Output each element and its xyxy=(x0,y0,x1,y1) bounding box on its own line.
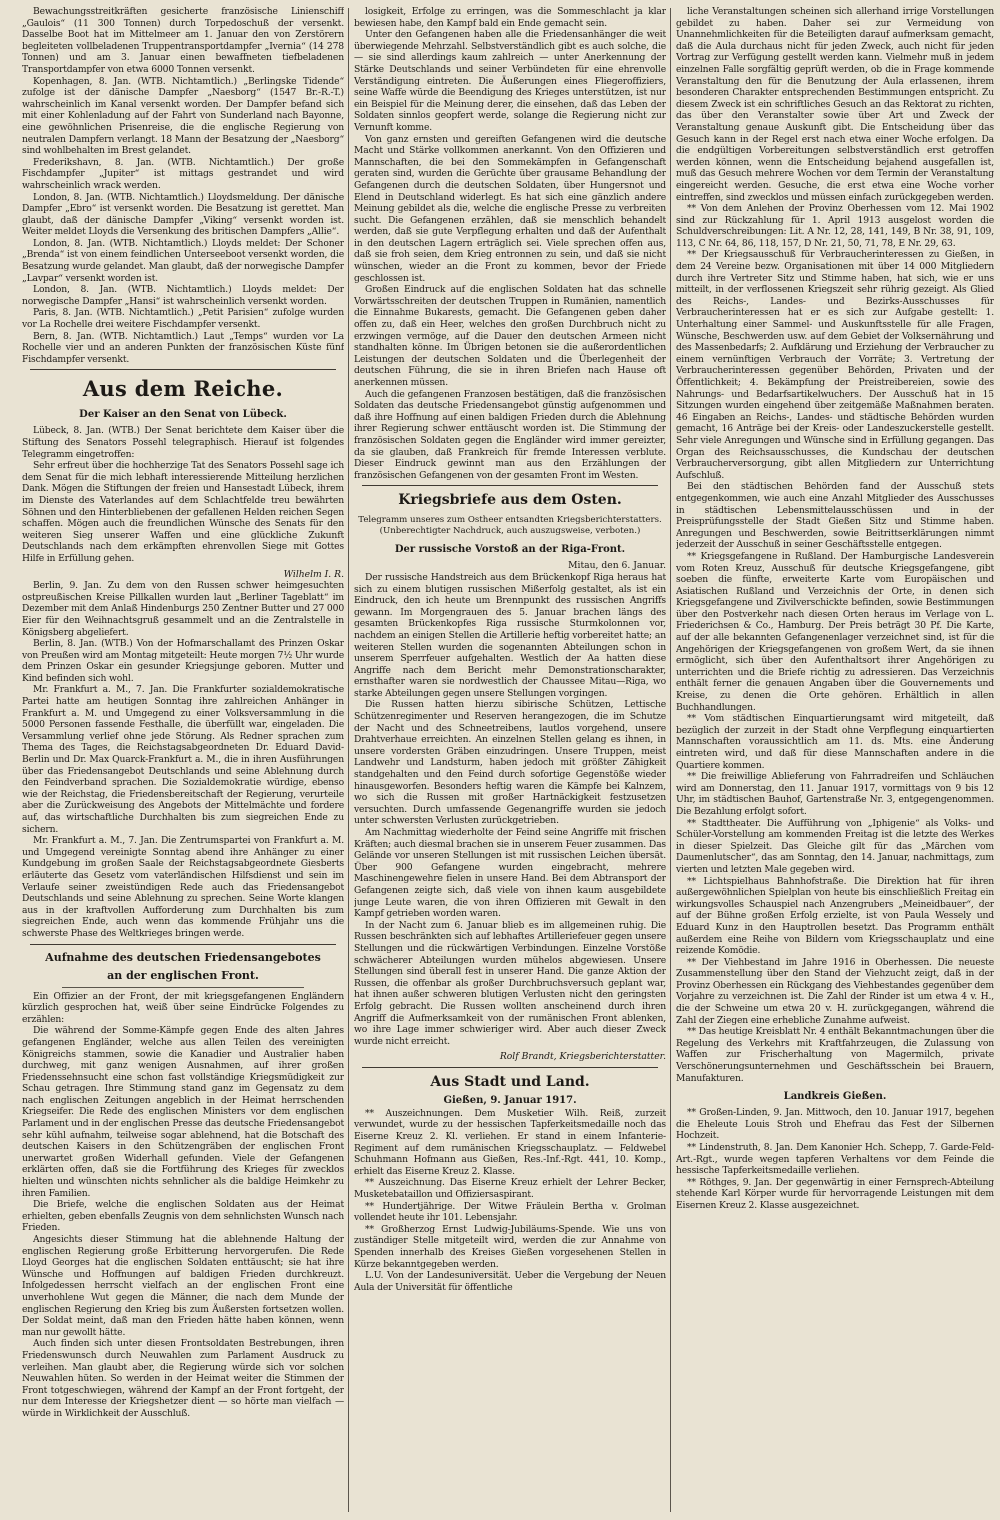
paragraph: ** Die freiwillige Ablieferung von Fahrradreifen und Schläuchen wird am Donnerstag, den 11. Januar 1917, vormittags von 9 bis 12 Uhr, im städtischen Bauhof, Gartenstraße Nr. 3, entgegengenommen. Die Bezahlung erfolgt sofort. xyxy=(676,771,994,817)
reich-news-2 xyxy=(22,580,344,939)
paragraph: ** Das heutige Kreisblatt Nr. 4 enthält Bekanntmachungen über die Regelung des Verkehrs mit Kraftfahrzeugen, die Zulassung von Waffen zur Frischerhaltung von Magermilch, private Verschönerungsunternehmen und Geschäftsschein bei Brauern, Manufakturen. xyxy=(676,1026,994,1084)
paragraph: losigkeit, Erfolge zu erringen, was die Sommeschlacht ja klar bewiesen habe, den Kampf bald ein Ende gemacht sein. xyxy=(354,6,666,29)
paragraph: ** Hundertjährige. Der Witwe Fräulein Bertha v. Grolman vollendet heute ihr 101. Lebensjahr. xyxy=(354,1200,666,1224)
paragraph: Lübeck, 8. Jan. (WTB.) Der Senat berichtete dem Kaiser über die Stiftung des Senators Possehl telegraphisch. Hierauf ist folgendes Telegramm eingetroffen: xyxy=(22,425,344,460)
section-rule xyxy=(362,485,658,486)
local-news xyxy=(354,1108,666,1294)
heading-aufnahme-1: Aufnahme des deutschen Friedensangebotes xyxy=(45,950,321,964)
paragraph: Mr. Frankfurt a. M., 7. Jan. Die Zentrumspartei von Frankfurt a. M. und Umgegend vereinigte Sonntag abend ihre Anhänger zu einer Kundgebung im großen Saale der Reichstagsabgeordnete Giesberts erläuterte das Gesetz vom vaterländischen Hilfsdienst und sein im Verlaufe seiner zweistündigen Rede auch das Friedensangebot Deutschlands und seine Ablehnung zu sprechen. Seine Worte klangen aus in der kraftvollen Aufforderung zum Durchhalten bis zum siegreichen Ende, auch wenn das kommende Frühjahr uns die schwerste Phase des Weltkrieges bringen werde. xyxy=(22,835,344,939)
section-heading-stadt: Aus Stadt und Land. xyxy=(430,1073,590,1090)
paragraph: London, 8. Jan. (WTB. Nichtamtlich.) Lloyds meldet: Der Schoner „Brenda“ ist von einem feindlichen Unterseeboot versenkt worden, die Besatzung wurde gelandet. Man glaubt, daß der norwegische Dampfer „Lavpar“ versenkt worden ist. xyxy=(22,237,344,284)
paragraph: ** Lichtspielhaus Bahnhofstraße. Die Direktion hat für ihren außergewöhnlichen Spielplan von heute bis einschließlich Freitag ein wirkungsvolles Schauspiel nach Anzengrubers „Meineidbauer“, der auf der Bühne großen Erfolg erzielte, ist von Paula Wessely und Eduard Kunz in den Hauptrollen besetzt. Das Programm enthält außerdem eine Reihe von Bildern vom Kriegsschauplatz und eine reizende Komödie. xyxy=(676,875,994,957)
paragraph: Frederikshavn, 8. Jan. (WTB. Nichtamtlich.) Der große Fischdampfer „Jupiter“ ist mittags gestrandet und wird wahrscheinlich wrack werden. xyxy=(22,156,344,191)
paragraph: ** Kriegsgefangene in Rußland. Der Hamburgische Landesverein vom Roten Kreuz, Ausschuß für deutsche Kriegsgefangene, gibt soeben die fünfte, erweiterte Karte vom Europäischen und Asiatischen Rußland und Verzeichnis der Orte, in denen sich Kriegsgefangene und Zivilverschickte befinden, sowie Bestimmungen über den Postverkehr nach diesen Orten heraus im Verlage von L. Friederichsen & Co., Hamburg. Der Preis beträgt 30 Pf. Die Karte, auf der alle bekannten Gefangenenlager verzeichnet sind, ist für die Angehörigen der Kriegsgefangenen von großem Wert, da sie ihnen ermöglicht, sich über den Aufenthaltsort ihrer Angehörigen zu unterrichten und die Briefe richtig zu adressieren. Das Verzeichnis enthält ferner die genauen Angaben über die Gouvernements und Kreise, zu denen die Orte gehören. Erhältlich in allen Buchhandlungen. xyxy=(676,550,994,713)
paragraph: ** Auszeichnung. Das Eiserne Kreuz erhielt der Lehrer Becker, Musketebataillon und Offiziersaspirant. xyxy=(354,1177,666,1201)
section-heading-kriegsbriefe: Kriegsbriefe aus dem Osten. xyxy=(398,492,622,509)
paragraph: Am Nachmittag wiederholte der Feind seine Angriffe mit frischen Kräften; auch diesmal brachen sie in unserem Feuer zusammen. Das Gelände vor unseren Stellungen ist mit russischen Leichen übersät. Über 900 Gefangene wurden eingebracht, mehrere Maschinengewehre fielen in unsere Hand. Bei dem Abtransport der Gefangenen zeigte sich, daß viele von ihnen kaum ausgebildete junge Leute waren, die von ihren Offizieren mit Gewalt in den Kampf getrieben worden waren. xyxy=(354,827,666,920)
aufnahme-article xyxy=(22,991,344,1420)
column-2 xyxy=(354,6,666,1514)
paragraph: Ein Offizier an der Front, der mit kriegsgefangenen Engländern kürzlich gesprochen hat, weiß über seine Eindrücke Folgendes zu erzählen: xyxy=(22,990,344,1025)
paragraph: liche Veranstaltungen scheinen sich allerhand irrige Vorstellungen gebildet zu haben. Daher sei zur Vermeidung von Unannehmlichkeiten für die Beteiligten darauf aufmerksam gemacht, daß die Aula durchaus nicht für jeden Zweck, auch nicht für jeden Vortrag zur Verfügung gestellt werden kann. Vielmehr muß in jedem einzelnen Falle sorgfältig geprüft werden, ob die in Frage kommende Veranstaltung den für die Benutzung der Aula erlassenen, ihrem besonderen Charakter entsprechenden Bestimmungen entspricht. Zu diesem Zweck ist ein schriftliches Gesuch an das Rektorat zu richten, das über den Veranstalter sowie über Art und Zweck der Veranstaltung genaue Auskunft gibt. Die Entscheidung über das Gesuch kann in der Regel erst nach etwa einer Woche erfolgen. Da die endgültigen Vorbereitungen selbstverständlich erst getroffen werden können, wenn die Entscheidung bejahend ausgefallen ist, muß das Gesuch mehrere Wochen vor dem Termin der Veranstaltung eingereicht werden. Gesuche, die erst etwa eine Woche vorher eintreffen, sind zwecklos und müssen einfach zurückgegeben werden. xyxy=(676,6,994,203)
correspondent-signature: Rolf Brandt, Kriegsberichterstatter. xyxy=(499,1051,666,1063)
riga-article xyxy=(354,572,666,1047)
paragraph: L.U. Von der Landesuniversität. Ueber die Vergebung der Neuen Aula der Universität für öffentliche xyxy=(354,1270,666,1293)
gefangene-article xyxy=(354,6,666,481)
paragraph: London, 8. Jan. (WTB. Nichtamtlich.) Lloydsmeldung. Der dänische Dampfer „Ebro“ ist versenkt worden. Die Besatzung ist gerettet. Man glaubt, daß der dänische Dampfer „Viking“ versenkt worden ist. Weiter meldet Lloyds die Versenkung des britischen Dampfers „Allie“. xyxy=(22,191,344,238)
paragraph: ** Lindenstruth, 8. Jan. Dem Kanonier Hch. Schepp, 7. Garde-Feld-Art.-Rgt., wurde wegen tapferen Verhaltens vor dem Feinde die hessische Tapferkeitsmedaille verliehen. xyxy=(676,1142,994,1177)
paragraph: ** Von dem Anlehen der Provinz Oberhessen vom 12. Mai 1902 sind zur Rückzahlung für 1. April 1913 ausgelost worden die Schuldverschreibungen: Lit. A Nr. 12, 28, 141, 149, B Nr. 38, 91, 109, 113, C Nr. 64, 86, 118, 157, D Nr. 21, 50, 71, 78, E Nr. 29, 63. xyxy=(676,203,994,249)
dateline-giessen: Gießen, 9. Januar 1917. xyxy=(443,1094,577,1106)
column-3 xyxy=(676,6,994,1514)
paragraph: Auch die gefangenen Franzosen bestätigen, daß die französischen Soldaten das deutsche Friedensangebot günstig aufgenommen und daß ihre Hoffnung auf einen baldigen Frieden durch die Ablehnung ihrer Regierung schwer enttäuscht worden ist. Die Stimmung der französischen Soldaten gegen die Engländer wird immer gereizter, da sie glauben, daß Frankreich für fremde Interessen verblute. Dieser Eindruck gewinnt man aus den Erzählungen der französischen Gefangenen von der gesamten Front im Westen. xyxy=(354,388,666,481)
subheading-kaiser: Der Kaiser an den Senat von Lübeck. xyxy=(79,409,287,421)
landkreis-news xyxy=(676,1107,994,1211)
paragraph: ** Der Viehbestand im Jahre 1916 in Oberhessen. Die neueste Zusammenstellung über den Stand der Viehzucht zeigt, daß in der Provinz Oberhessen ein Rückgang des Viehbestandes gegenüber dem Vorjahre zu verzeichnen ist. Die Zahl der Rinder ist um etwa 4 v. H., die der Schweine um etwa 20 v. H. zurückgegangen, während die Zahl der Ziegen eine erhebliche Zunahme aufweist. xyxy=(676,956,994,1026)
paragraph: Berlin, 9. Jan. Zu dem von den Russen schwer heimgesuchten ostpreußischen Kreise Pillkallen wurden laut „Berliner Tageblatt“ im Dezember mit dem Anlaß Hindenburgs 250 Zentner Butter und 27 000 Eier für den Weihnachtsgruß gesammelt und an die Zentralstelle in Königsberg abgeliefert. xyxy=(22,580,344,638)
paragraph: Von ganz ernsten und gereiften Gefangenen wird die deutsche Macht und Stärke vollkommen anerkannt. Von den Offizieren und Mannschaften, die bei den Sommekämpfen in Gefangenschaft geraten sind, wurden die Gerüchte über grausame Behandlung der Gefangenen durch die deutschen Soldaten, über Hungersnot und Elend in Deutschland widerlegt. Es hat sich eine gänzlich andere Meinung gebildet als die, welche die englische Presse zu verbreiten sucht. Die Gefangenen erzählen, daß sie menschlich behandelt werden, daß sie gute Verpflegung erhalten und daß der Aufenthalt in den deutschen Lagern erträglich sei. Viele sprechen offen aus, daß sie froh seien, dem Krieg entronnen zu sein, und daß sie nicht wünschen, wieder an die Front zu kommen, bevor der Friede geschlossen ist. xyxy=(354,133,666,284)
paragraph: Auch finden sich unter diesen Frontsoldaten Bestrebungen, ihren Friedenswunsch durch Neuwahlen zum Parlament Ausdruck zu verleihen. Man glaubt aber, die Regierung würde sich vor solchen Neuwahlen hüten. So werden in der Heimat weiter die Stimmen der Front totgeschwiegen, während der Kampf an der Front fortgeht, der nur dem Interesse der Kriegshetzer dient — so hörte man vielfach — würde in Wirklichkeit der Ausschluß. xyxy=(22,1338,344,1419)
section-rule xyxy=(362,1067,658,1068)
paragraph: Die Briefe, welche die englischen Soldaten aus der Heimat erhielten, geben ebenfalls Zeugnis von dem sehnlichsten Wunsch nach Frieden. xyxy=(22,1199,344,1234)
subheading-riga: Der russische Vorstoß an der Riga-Front. xyxy=(394,544,626,556)
paragraph: ** Der Kriegsausschuß für Verbraucherinteressen zu Gießen, in dem 24 Vereine bezw. Organisationen mit über 14 000 Mitgliedern durch ihre Vertreter Sitz und Stimme haben, hat sich, wie er uns mitteilt, in der verflossenen Kriegszeit sehr rührig gezeigt. Als Glied des Reichs-, Landes- und Bezirks-Ausschusses für Verbraucherinteressen hat er es sich zur Aufgabe gestellt: 1. Unterhaltung einer Sammel- und Auskunftsstelle für alle Fragen, Wünsche, Beschwerden usw. auf dem Gebiet der Volksernährung und des Massenbedarfs; 2. Aufklärung und Erziehung der Verbraucher zu einem vernünftigen Verbrauch der Vorräte; 3. Vertretung der Verbraucherinteressen gegenüber Behörden, Privaten und der Öffentlichkeit; 4. Bekämpfung der Preistreibereien, sowie des Nahrungs- und Bedarfsartikelwuchers. Der Ausschuß hat in 15 Sitzungen wurden eingehend über zeitgemäße Maßnahmen beraten. 46 Eingaben an Reichs-, Landes- und städtische Behörden wurden gemacht, 16 Anträge bei der Kreis- oder Landeszuckerstelle gestellt. Sehr viele Anregungen und Wünsche sind in Erfüllung gegangen. Das Organ des Reichsausschusses, die Kundschau der deutschen Verbraucherversorgung, gibt allen Mitgliedern zur Unterrichtung Aufschluß. xyxy=(676,249,994,481)
paragraph: Die während der Somme-Kämpfe gegen Ende des alten Jahres gefangenen Engländer, welche aus allen Teilen des vereinigten Königreichs stammen, sowie die Kanadier und Australier haben durchweg, mit ganz wenigen Ausnahmen, auf ihrer großen Friedenssehnsucht eine schon fast vollständige Kriegsmüdigkeit zur Schau getragen. Ihre Stimmung stand ganz im Gegensatz zu dem nach englischen Zeitungen angeblich in der Heimat herrschenden Kriegseifer. Die Rede des englischen Ministers vor dem englischen Parlament und in der englischen Presse das deutsche Friedensangebot sehr kühl aufnahm, teilweise sogar ablehnend, hat die Botschaft des deutschen Kaisers in den Schützengräben der englischen Front unerwartet großen Widerhall gefunden. Viele der Gefangenen erklärten offen, daß sie die Fortführung des Krieges für zwecklos hielten und wünschten nichts sehnlicher als die baldige Heimkehr zu ihren Familien. xyxy=(22,1025,344,1199)
paragraph: ** Vom städtischen Einquartierungsamt wird mitgeteilt, daß bezüglich der zurzeit in der Stadt ohne Verpflegung einquartierten Mannschaften voraussichtlich am 11. ds. Mts. eine Änderung eintreten wird, und daß für diese Mannschaften andere in die Quartiere kommen. xyxy=(676,713,994,771)
paragraph: London, 8. Jan. (WTB. Nichtamtlich.) Lloyds meldet: Der norwegische Dampfer „Hansi“ ist wahrscheinlich versenkt worden. xyxy=(22,284,344,307)
paragraph: Angesichts dieser Stimmung hat die ablehnende Haltung der englischen Regierung große Erbitterung hervorgerufen. Die Rede Lloyd Georges hat die englischen Soldaten enttäuscht; sie hat ihre Wünsche und Hoffnungen auf baldigen Frieden durchkreuzt. Infolgedessen herrscht vielfach an der englischen Front eine unverhohlene Wut gegen die Männer, die nach dem Munde der englischen Regierung den Krieg bis zum Äußersten fortsetzen wollen. Der Soldat meint, daß man den Frieden hätte haben können, wenn man nur gewollt hätte. xyxy=(22,1234,344,1338)
paragraph: ** Großen-Linden, 9. Jan. Mittwoch, den 10. Januar 1917, begehen die Eheleute Louis Stroh und Ehefrau das Fest der Silbernen Hochzeit. xyxy=(676,1107,994,1142)
paragraph: Unter den Gefangenen haben alle die Friedensanhänger die weit überwiegende Mehrzahl. Selbstverständlich gibt es auch solche, die — sie sind allerdings kaum zahlreich — unter Anerkennung der Stärke Deutschlands und seiner Verbündeten für eine ehrenvolle Verständigung eintreten. Die Äußerungen eines Fliegeroffiziers, seine Waffe würde die Beendigung des Krieges unterstützen, ist nur ein Beispiel für die Meinung derer, die einsehen, daß das Leben der Soldaten sinnlos geopfert werde, solange die Regierung nicht zur Vernunft komme. xyxy=(354,29,666,133)
kaiser-signature: Wilhelm I. R. xyxy=(283,568,344,580)
short-rule xyxy=(62,987,304,988)
column-divider xyxy=(348,8,349,1512)
paragraph: Sehr erfreut über die hochherzige Tat des Senators Possehl sage ich dem Senat für die mich lebhaft interessierende Mitteilung herzlichen Dank. Mögen die Stiftungen der freien und Hansestadt Lübeck, ihrem im Dienste des Vaterlandes auf dem Schlachtfelde treu bewährten Söhnen und den Hinterbliebenen der gefallenen Helden reichen Segen schaffen. Mögen auch die freundlichen Wünsche des Senats für den weiteren Sieg unserer Waffen und eine glückliche Zukunft Deutschlands nach dem erkämpften ehrenvollen Siege mit Gottes Hilfe in Erfüllung gehen. xyxy=(22,460,344,564)
section-rule xyxy=(30,944,336,945)
correspondent-note: Telegramm unseres zum Ostheer entsandten Kriegsberichterstatters. (Unberechtigter Nachdruck, auch auszugsweise, verboten.) xyxy=(358,515,662,537)
heading-aufnahme-2: an der englischen Front. xyxy=(107,968,259,982)
paragraph: In der Nacht zum 6. Januar blieb es im allgemeinen ruhig. Die Russen beschränkten sich auf lebhaftes Artilleriefeuer gegen unsere Stellungen und die rückwärtigen Verbindungen. Einzelne Vorstöße schwächerer Abteilungen wurden mühelos abgewiesen. Unsere Stellungen sind überall fest in unserer Hand. Die ganze Aktion der Russen, die offenbar als großer Durchbruchsversuch geplant war, hat ihnen außer schweren blutigen Verlusten nicht den geringsten Erfolg gebracht. Die Russen wollten anscheinend durch ihren Angriff die Aufmerksamkeit von der rumänischen Front ablenken, wo ihre Lage immer schwieriger wird. Aber auch dieser Zweck wurde nicht erreicht. xyxy=(354,919,666,1047)
paragraph: Paris, 8. Jan. (WTB. Nichtamtlich.) „Petit Parisien“ zufolge wurden vor La Rochelle drei weitere Fischdampfer versenkt. xyxy=(22,307,344,331)
paragraph: ** Röthges, 9. Jan. Der gegenwärtig in einer Fernsprech-Abteilung stehende Karl Körper wurde für hervorragende Leistungen mit dem Eisernen Kreuz 2. Klasse ausgezeichnet. xyxy=(676,1176,994,1211)
paragraph: Berlin, 8. Jan. (WTB.) Von der Hofmarschallamt des Prinzen Oskar von Preußen wird am Montag mitgeteilt: Heute morgen 7½ Uhr wurde dem Prinzen Oskar ein gesunder Kriegsjunge geboren. Mutter und Kind befinden sich wohl. xyxy=(22,638,344,684)
paragraph: ** Großherzog Ernst Ludwig-Jubiläums-Spende. Wie uns von zuständiger Stelle mitgeteilt wird, werden die zur Annahme von Spenden innerhalb des Kreises Gießen vorgesehenen Stellen in Kürze bekanntgegeben werden. xyxy=(354,1223,666,1270)
section-heading-reich: Aus dem Reiche. xyxy=(82,376,284,402)
column-1 xyxy=(22,6,344,1514)
dateline-mitau: Mitau, den 6. Januar. xyxy=(568,560,666,572)
paragraph: Bei den städtischen Behörden fand der Ausschuß stets entgegenkommen, wie auch eine Anzahl Mitglieder des Ausschusses in städtischen Lebensmittelausschüssen und in der Preisprüfungsstelle der Stadt Gießen Sitz und Stimme haben. Anregungen und Beschwerden, sowie Beitrittserklärungen nimmt jederzeit der Ausschuß in seiner Geschäftsstelle entgegen. xyxy=(676,481,994,551)
paragraph: Mr. Frankfurt a. M., 7. Jan. Die Frankfurter sozialdemokratische Partei hatte am heutigen Sonntag ihre zahlreichen Anhänger in Frankfurt a. M. und Umgegend zu einer Volksversammlung in die 5000 Personen fassende Festhalle, die überfüllt war, eingeladen. Die Versammlung verlief ohne jede Störung. Als Redner sprachen zum Thema des Tages, die Reichstagsabgeordneten Dr. Eduard David-Berlin und Dr. Max Quarck-Frankfurt a. M., die in ihren Ausführungen über das Friedensangebot Deutschlands und seine Ablehnung durch den Feindverband sprachen. Die Sozialdemokratie würdige, ebenso wie der Reichstag, die Friedensbereitschaft der Regierung, verurteile aber die Zurückweisung des Angebots der Mittelmächte und fordere auf, das wirtschaftliche Durchhalten bis zum siegreichen Ende zu sichern. xyxy=(22,684,344,835)
paragraph: Bern, 8. Jan. (WTB. Nichtamtlich.) Laut „Temps“ wurden vor La Rochelle vier und an anderen Punkten der französischen Küste fünf Fischdampfer versenkt. xyxy=(22,330,344,365)
paragraph: Der russische Handstreich aus dem Brückenkopf Riga heraus hat sich zu einem blutigen russischen Mißerfolg gestaltet, als ist ein Eindruck, den ich heute um Brennpunkt des russischen Angriffs gewann. Im Morgengrauen des 5. Januar brachen längs des gesamten Brückenkopfes Riga russische Sturmkolonnen vor, nachdem an einigen Stellen die Artillerie heftig vorbereitet hatte; an weiteren Stellen wurden die sogenannten Abteilungen schon in unserem Sperrfeuer aufgehalten. Westlich der Aa hatten diese Angriffe nach dem Bericht mehr Demonstrationscharakter, ernsthafter waren sie nordwestlich der Chaussee Mitau—Riga, wo starke Abteilungen gegen unsere Stellungen vorgingen. xyxy=(354,571,666,699)
paragraph: ** Stadttheater. Die Aufführung von „Iphigenie“ als Volks- und Schüler-Vorstellung am kommenden Freitag ist die letzte des Werkes in dieser Spielzeit. Das Gleiche gilt für das „Märchen vom Daumenlutscher“, das am Sonntag, den 14. Januar, nachmittags, zum vierten und letzten Male gegeben wird. xyxy=(676,817,994,875)
paragraph: Kopenhagen, 8. Jan. (WTB. Nichtamtlich.) „Berlingske Tidende“ zufolge ist der dänische Dampfer „Naesborg“ (1547 Br.-R.-T.) wahrscheinlich im Kanal versenkt worden. Der Dampfer befand sich mit einer Kohlenladung auf der Fahrt von Sunderland nach Bayonne, eine gewöhnlichen Prisenreise, die die englische Regierung von neutralen Dampfern verlangt. 18 Mann der Besatzung der „Naesborg“ sind wohlbehalten im Brest gelandet. xyxy=(22,75,344,157)
paragraph: Großen Eindruck auf die englischen Soldaten hat das schnelle Vorwärtsschreiten der deutschen Truppen in Rumänien, namentlich die Einnahme Bukarests, gemacht. Die Gefangenen geben daher offen zu, daß ein Heer, welches den großen Durchbruch nicht zu erzwingen vermöge, auf die Dauer den deutschen Armeen nicht standhalten könne. Im Übrigen betonen sie die außerordentlichen Leistungen der deutschen Soldaten und die Überlegenheit der deutschen Führung, die sie in ihren Briefen nach Hause oft anerkennen müssen. xyxy=(354,284,666,388)
column-divider xyxy=(670,8,671,1512)
paragraph: ** Auszeichnungen. Dem Musketier Wilh. Reiß, zurzeit verwundet, wurde zu der hessischen Tapferkeitsmedaille noch das Eiserne Kreuz 2. Kl. verliehen. Er stand in einem Infanterie-Regiment auf dem rumänischen Kriegsschauplatz. — Feldwebel Schuhmann Hofmann aus Gießen, Res.-Inf.-Rgt. 441, 10. Komp., erhielt das Eiserne Kreuz 2. Klasse. xyxy=(354,1107,666,1177)
paragraph: Die Russen hatten hierzu sibirische Schützen, Lettische Schützenregimenter und Reserven herangezogen, die im Schutze der Nacht und des Schneetreibens, lautlos vorgehend, unsere Drahtverhaue erreichten. An einzelnen Stellen gelang es ihnen, in unsere vordersten Gräben einzudringen. Unsere Truppen, meist Landwehr und Landsturm, haben jedoch mit größter Zähigkeit standgehalten und den Feind durch sofortige Gegenstöße wieder hinausgeworfen. Besonders heftig waren die Kämpfe bei Kalnzem, wo sich die Russen mit großer Hartnäckigkeit festzusetzen versuchten. Durch umfassende Gegenangriffe wurden sie jedoch unter schwersten Verlusten zurückgetrieben. xyxy=(354,699,666,827)
section-rule xyxy=(30,369,336,370)
section-heading-landkreis: Landkreis Gießen. xyxy=(783,1091,887,1103)
naval-news xyxy=(22,6,344,365)
reich-news xyxy=(22,425,344,564)
paragraph: Bewachungsstreitkräften gesicherte französische Linienschiff „Gaulois“ (11 300 Tonnen) durch Torpedoschuß der versenkt. Dasselbe Boot hat im Mittelmeer am 1. Januar den von Zerstörern begleiteten vollbeladenen Truppentransportdampfer „Ivernia“ (14 278 Tonnen) und am 3. Januar einen bewaffneten tiefbeladenen Transportdampfer von etwa 6000 Tonnen versenkt. xyxy=(22,6,344,75)
local-news-continued xyxy=(676,6,994,1084)
